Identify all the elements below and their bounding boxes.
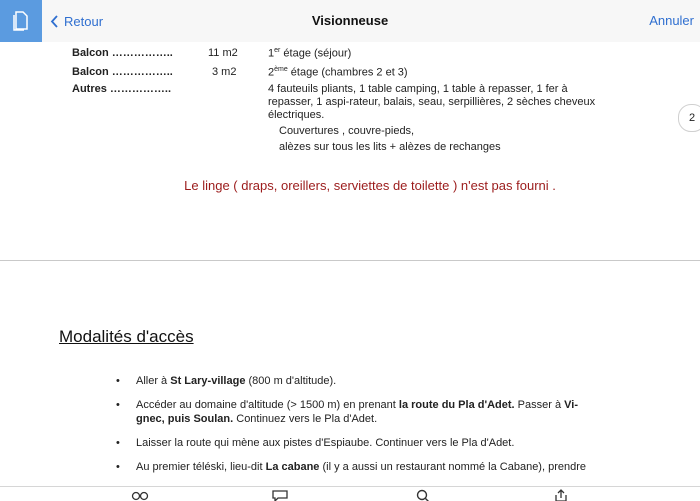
bullet-text: (800 m d'altitude).: [245, 375, 337, 387]
room-floor: [268, 47, 351, 60]
list-item: [110, 398, 590, 426]
search-icon[interactable]: [414, 489, 432, 501]
cancel-button[interactable]: Annuler: [649, 13, 694, 28]
list-item: [110, 374, 590, 388]
floor-number: 2: [268, 66, 275, 79]
floor-superscript: ème: [274, 66, 288, 73]
bullet-bold: La cabane: [265, 461, 320, 473]
bullet-text: Au premier téléski, lieu-dit: [136, 461, 266, 473]
back-button[interactable]: [50, 0, 103, 42]
bullet-bold: Vi-gnec, puis Soulan.: [136, 399, 578, 425]
bullet-bold: la route du Pla d'Adet.: [398, 399, 515, 411]
room-floor: [268, 66, 408, 79]
others-line: électriques.: [268, 109, 325, 121]
share-icon[interactable]: [552, 489, 570, 501]
bullet-text: Aller à: [136, 375, 171, 387]
list-item: [110, 460, 590, 474]
document-button[interactable]: [0, 0, 42, 42]
others-list: [268, 83, 595, 154]
bullet-text: Passer à: [514, 399, 565, 411]
bullet-text: Laisser la route qui mène aux pistes d'Espiaube. Continuer vers le Pla d'Adet.: [136, 437, 515, 449]
others-line: repasser, 1 aspi-rateur, balais, seau, serpillières, 2 sèches cheveux: [268, 96, 596, 108]
others-line: Couvertures , couvre-pieds,: [279, 125, 415, 137]
room-size: 11 m2: [208, 47, 238, 59]
section-heading: Modalités d'accès: [59, 327, 194, 346]
document-viewer[interactable]: [0, 42, 700, 473]
back-label: Retour: [64, 13, 104, 29]
document-icon: [13, 11, 29, 31]
chevron-left-icon: [50, 15, 58, 28]
bullet-bold: St Lary-village: [170, 375, 246, 387]
room-size: 3 m2: [212, 66, 237, 78]
binoculars-icon[interactable]: [131, 489, 149, 501]
floor-description: étage (séjour): [280, 47, 352, 60]
floor-number: 1: [268, 47, 275, 60]
room-label: Balcon ……………..: [72, 47, 173, 59]
page-divider: [0, 260, 700, 261]
comment-icon[interactable]: [271, 489, 289, 501]
list-item: [110, 436, 590, 450]
room-label: Balcon ……………..: [72, 66, 173, 78]
others-line: 4 fauteuils pliants, 1 table camping, 1 table à repasser, 1 fer à: [268, 83, 568, 95]
others-line: alèzes sur tous les lits + alèzes de rechanges: [279, 141, 501, 153]
bullet-text: (il y a aussi un restaurant nommé la Cabane), prendre: [319, 461, 586, 473]
bullet-text: Continuez vers le Pla d'Adet.: [233, 413, 378, 425]
top-navigation-bar: [0, 0, 700, 43]
bottom-toolbar: [0, 486, 700, 501]
floor-description: étage (chambres 2 et 3): [287, 66, 408, 79]
bullet-text: Accéder au domaine d'altitude (> 1500 m) en prenant: [136, 399, 399, 411]
others-label: Autres ……………..: [72, 83, 172, 95]
floor-superscript: er: [274, 47, 281, 54]
linen-note: Le linge ( draps, oreillers, serviettes de toilette ) n'est pas fourni .: [184, 178, 556, 193]
page-title: Visionneuse: [311, 13, 389, 28]
page-number-badge[interactable]: 2: [678, 104, 700, 132]
access-list: [110, 374, 590, 484]
